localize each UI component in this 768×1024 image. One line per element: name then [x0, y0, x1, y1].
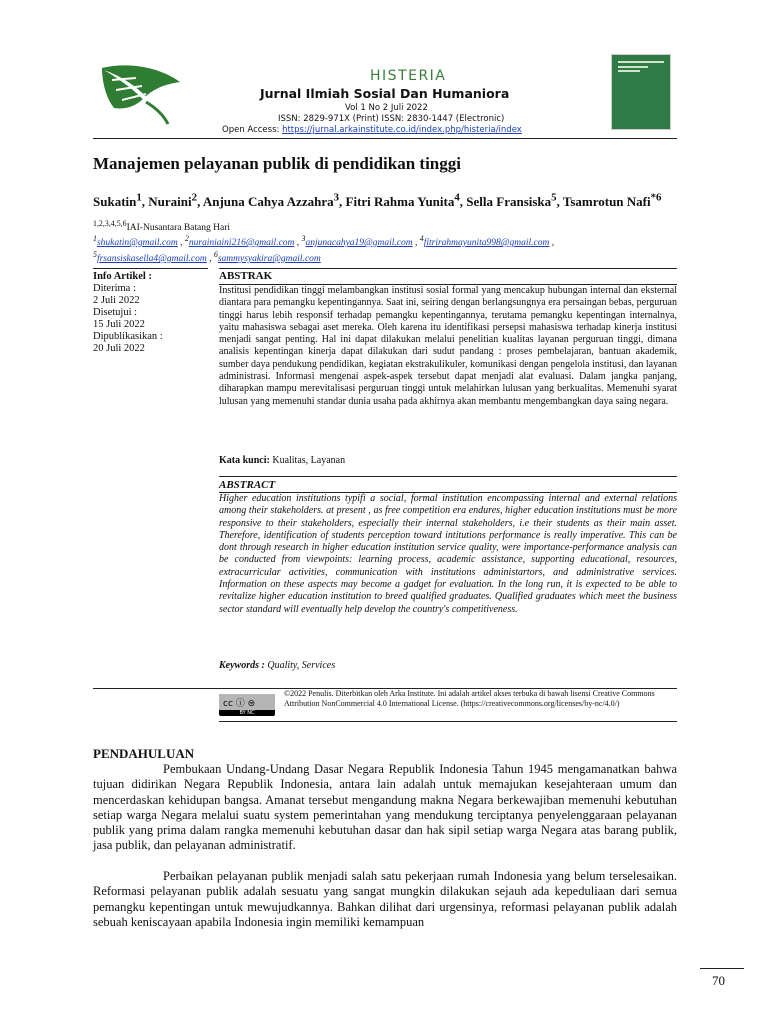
- email-link[interactable]: sammysyakira@gmail.com: [217, 254, 321, 265]
- kata-kunci-value: Kualitas, Layanan: [272, 455, 346, 466]
- cc-badge-top: cc ⓘ ⊜: [223, 699, 256, 709]
- page-number: 70: [712, 973, 725, 988]
- paragraph-1: Pembukaan Undang-Undang Dasar Negara Republik Indonesia Tahun 1945 mengamanatkan bahwa tujuan didirikan Negara Republik Indonesia, antara lain adalah untuk memajukan kesejahteraan umum dan mencerdaskan kehidupan bangsa. Amanat tersebut mengandung makna Negara berkewajiban memenuhi kebutuhan setiap warga Negara melalui suatu system pemerintahan yang mendukung terciptanya penyelenggaraan pelayanan publik yang prima dalam rangka memenuhi kebutuhan dasar dan hak sipil setiap warga Negara atas barang publik, jasa publik, dan pelayanan administratif.: [93, 762, 677, 853]
- section-title-pendahuluan: PENDAHULUAN: [93, 746, 195, 761]
- cc-badge-bottom: BY NC: [239, 710, 255, 716]
- footer-rule: [700, 968, 744, 969]
- author-emails: $^1$shukatin@gmail.com , $^2$nurainiaini216@gmail.com , $^3$anjunacahya19@gmail.com , $^4$fitrirahmayunita998@gmail.com , $^5$frsansiskasella4@gmail.com , $^6$sammysyakira@gmail.com: [93, 234, 555, 265]
- journal-name: HISTERIA: [370, 68, 447, 84]
- open-access-label: Open Access:: [222, 125, 280, 135]
- issn-info: ISSN: 2829-971X (Print) ISSN: 2830-1447 (Electronic): [278, 114, 505, 124]
- email-link[interactable]: nurainiaini216@gmail.com: [188, 238, 295, 249]
- accepted-date: 15 Juli 2022: [93, 319, 145, 330]
- info-heading: Info Artikel :: [93, 271, 152, 282]
- accepted-label: Disetujui :: [93, 307, 138, 318]
- article-info: [93, 271, 208, 355]
- author: Sella Fransiska$^5$,: [466, 192, 563, 210]
- author: Sukatin$^1$,: [93, 192, 149, 210]
- keywords-label: Keywords :: [219, 660, 265, 671]
- journal-url-link[interactable]: https://jurnal.arkainstitute.co.id/index.php/histeria/index: [282, 125, 522, 135]
- author-list: [93, 190, 677, 210]
- received-label: Diterima :: [93, 283, 136, 294]
- keywords: [219, 660, 677, 672]
- abstrak-heading: ABSTRAK: [219, 270, 273, 282]
- abstract-top-rule: [219, 476, 677, 477]
- kata-kunci-label: Kata kunci:: [219, 455, 270, 466]
- email-link[interactable]: anjunacahya19@gmail.com: [305, 238, 413, 249]
- abstrak-top-rule: [219, 268, 677, 269]
- creative-commons-badge-icon: [219, 694, 275, 716]
- volume-info: Vol 1 No 2 Juli 2022: [345, 103, 428, 113]
- author: Fitri Rahma Yunita$^4$,: [345, 192, 467, 210]
- article-title: Manajemen pelayanan publik di pendidikan tinggi: [93, 154, 461, 173]
- published-label: Dipublikasikan :: [93, 331, 163, 342]
- email-link[interactable]: frsansiskasella4@gmail.com: [96, 254, 207, 265]
- abstrak-text: Institusi pendidikan tinggi melambangkan institusi sosial formal yang mencakup hubungan internal dan eksternal diantara para pemangku kepentingannya. Saat ini, seiring dengan berlangsungnya era persaingan bebas, perguruan tinggi harus lebih responsif terhadap pemangku kepentingannya, terutama pemangku kepentingan internalnya, yaitu mahasiswa sebagai aset mereka. Oleh karena itu identifikasi persepsi mahasiswa terhadap kinerja institusi menjadi sangat penting. Hal ini dapat dilakukan melalui penelitian kualitas layanan perguruan tinggi, dimana analisis kepentingan kinerja dapat dilakukan dari sudut pandang : proses pembelajaran, bantuan akademik, sumber daya pendukung pendidikan, kegiatan ekstrakulikuler, komunikasi dengan pengelola institusi, dan layanan administrasi. Informasi mengenai aspek-aspek tersebut dapat menjadi alat evaluasi. Dalam jangka panjang, diharapkan mampu merevitalisasi perguruan tinggi untuk melahirkan lulusan yang berkualitas. Memenuhi syarat lulusan yang memenuhi standar dunia usaha pada akhirnya akan membantu mengembangkan daya saing negara.: [219, 285, 677, 407]
- license-text: ©2022 Penulis. Diterbitkan oleh Arka Institute. Ini adalah artikel akses terbuka di bawah lisensi Creative Commons Attribution NonCommercial 4.0 International License. (https://creativecommons.org/licenses/by-nc/4.0/): [284, 689, 655, 708]
- journal-logo-leaf-quill-icon: [96, 58, 188, 126]
- open-access-line: [222, 125, 522, 135]
- keywords-value: Quality, Services: [267, 660, 336, 671]
- kata-kunci: [219, 455, 677, 467]
- affiliation: $^{1,2,3,4,5,6}$IAI-Nusantara Batang Hari: [93, 219, 231, 234]
- abstract-text: Higher education institutions typifi a social, formal institution encompassing internal and external relations among their stakeholders. at present , as free competition era endures, higher education institutions must be more responsive to their stakeholders, especially their internal stakeholders, i.e their students as their main asset. Therefore, identification of students perception toward intitutions performance is really imperative. This can be dont through research in higher education institution service quality, were importance-performance analysis can be conducted from viewpoints: learning process, academic assistance, supporting educational, resources, extracurricular activities, communication with institutions administartors, and administrative services. Information on these aspects may become a gadget for evaluation. In the long run, it is expected to be able to revitalize higher education institution to breed qualified graduates. Qualified graduates which meet the business sector standard will eventually help develop the country's competitiveness.: [219, 493, 677, 615]
- author: Nuraini$^2$,: [148, 192, 203, 210]
- license-bottom-rule: [219, 721, 677, 722]
- received-date: 2 Juli 2022: [93, 295, 140, 306]
- email-link[interactable]: shukatin@gmail.com: [96, 238, 178, 249]
- published-date: 20 Juli 2022: [93, 343, 145, 354]
- journal-full-title: Jurnal Ilmiah Sosial Dan Humaniora: [260, 86, 510, 101]
- journal-cover-thumbnail: [611, 54, 671, 130]
- info-divider: [93, 268, 208, 269]
- author: Tsamrotun Nafi$^{*6}$: [562, 192, 662, 210]
- paragraph-2: Perbaikan pelayanan publik menjadi salah satu pekerjaan rumah Indonesia yang belum terselesaikan. Reformasi pelayanan publik adalah sesuatu yang sangat mungkin dilakukan sejauh ada kepeduliaan dari semua pemangku kepentingan untuk mewujudkannya. Bahkan dilihat dari urgensinya, reformasi pelayanan publik adalah sebuah keniscayaan apabila Indonesia ingin memiliki kemampuan: [93, 869, 677, 929]
- abstract-heading: ABSTRACT: [219, 479, 276, 491]
- email-link[interactable]: fitrirahmayunita998@gmail.com: [423, 238, 550, 249]
- author: Anjuna Cahya Azzahra$^3$,: [202, 192, 346, 210]
- header-divider: [93, 138, 677, 139]
